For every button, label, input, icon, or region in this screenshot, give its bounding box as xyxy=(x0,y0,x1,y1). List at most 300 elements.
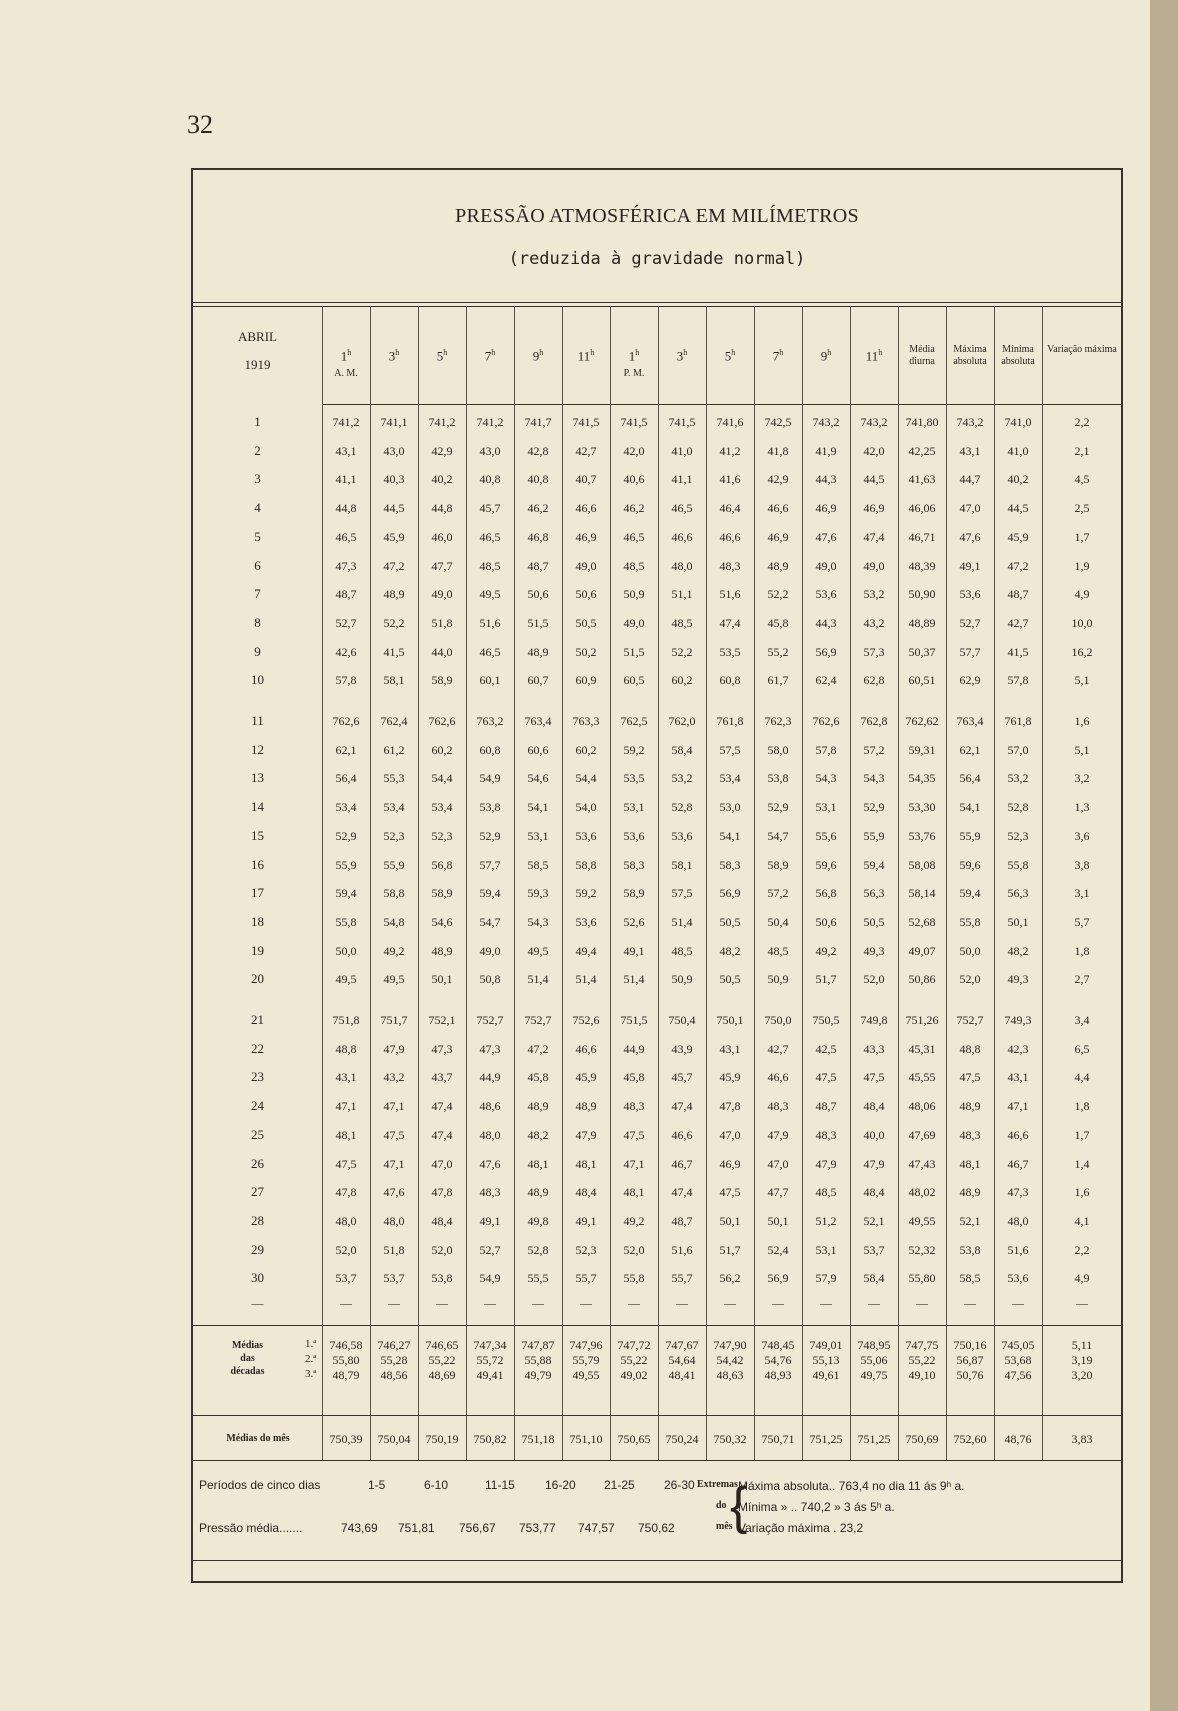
decade-cell: 49,61 xyxy=(812,1368,840,1382)
table-cell: 48,3 xyxy=(767,1099,789,1114)
page-edge xyxy=(1150,0,1178,1711)
table-cell: 53,8 xyxy=(479,800,501,815)
table-cell: 48,7 xyxy=(527,558,549,573)
month-avg-cell: 750,82 xyxy=(473,1432,507,1446)
table-cell: 1,6 xyxy=(1074,1185,1090,1200)
table-cell: 56,2 xyxy=(719,1271,741,1286)
table-cell: 48,5 xyxy=(671,943,693,958)
table-cell: 42,9 xyxy=(431,443,453,458)
table-cell: 5,1 xyxy=(1074,673,1090,688)
table-cell: 60,8 xyxy=(479,742,501,757)
table-cell: 45,55 xyxy=(908,1070,936,1085)
table-cell: 54,9 xyxy=(479,1271,501,1286)
day-number: 12 xyxy=(251,741,264,757)
table-cell: 45,9 xyxy=(719,1070,741,1085)
table-cell: 57,9 xyxy=(815,1271,837,1286)
table-cell: 53,8 xyxy=(431,1271,453,1286)
decade-cell: 55,22 xyxy=(908,1353,936,1367)
table-cell: 46,2 xyxy=(527,501,549,516)
table-cell: 763,3 xyxy=(572,714,600,728)
table-cell: 55,8 xyxy=(623,1271,645,1286)
month-avg-cell: 750,71 xyxy=(761,1432,795,1446)
table-cell: 58,4 xyxy=(671,742,693,757)
table-cell: 49,3 xyxy=(863,943,885,958)
period-pressure: 756,67 xyxy=(459,1521,496,1535)
table-cell: 53,8 xyxy=(959,1242,981,1257)
table-cell: 55,9 xyxy=(383,857,405,872)
table-cell: 46,9 xyxy=(767,529,789,544)
table-cell: 47,6 xyxy=(815,529,837,544)
table-cell: 44,5 xyxy=(863,472,885,487)
table-cell: 47,4 xyxy=(431,1099,453,1114)
table-cell: 53,7 xyxy=(335,1271,357,1286)
table-cell: 49,2 xyxy=(623,1213,645,1228)
table-cell: 42,8 xyxy=(527,443,549,458)
table-cell: 59,6 xyxy=(815,857,837,872)
table-cell: 763,4 xyxy=(956,714,984,728)
table-cell: 47,1 xyxy=(383,1099,405,1114)
table-cell: 52,32 xyxy=(908,1242,936,1257)
table-cell: 762,3 xyxy=(764,714,792,728)
table-cell: 53,1 xyxy=(527,828,549,843)
table-cell: 46,8 xyxy=(527,529,549,544)
table-cell: 47,5 xyxy=(719,1185,741,1200)
header-hour: 1$^h$ xyxy=(628,348,640,364)
table-cell: 43,1 xyxy=(335,1070,357,1085)
table-cell: 60,51 xyxy=(908,673,936,688)
table-cell: 47,9 xyxy=(767,1127,789,1142)
decade-cell: 3,19 xyxy=(1071,1353,1093,1367)
table-cell: 50,1 xyxy=(1007,914,1029,929)
table-cell: 51,4 xyxy=(671,914,693,929)
table-cell: 43,7 xyxy=(431,1070,453,1085)
table-cell: 46,6 xyxy=(575,501,597,516)
table-cell: 762,62 xyxy=(905,714,939,728)
period-pressure: 751,81 xyxy=(398,1521,435,1535)
table-cell: 56,9 xyxy=(815,644,837,659)
decade-cell: 747,67 xyxy=(665,1338,699,1352)
day-number: 8 xyxy=(254,614,261,630)
table-cell: 50,5 xyxy=(863,914,885,929)
table-cell: 51,4 xyxy=(623,972,645,987)
day-number: 6 xyxy=(254,557,261,573)
day-number: 28 xyxy=(251,1212,264,1228)
table-cell: 46,6 xyxy=(719,529,741,544)
rule-header-top xyxy=(193,306,1121,307)
table-cell: 55,3 xyxy=(383,771,405,786)
table-cell: 49,4 xyxy=(575,943,597,958)
table-cell: 53,2 xyxy=(1007,771,1029,786)
month-avg-cell: 751,25 xyxy=(809,1432,843,1446)
table-cell: 48,1 xyxy=(959,1156,981,1171)
decade-cell: 56,87 xyxy=(956,1353,984,1367)
table-cell: 58,9 xyxy=(767,857,789,872)
table-cell: 4,9 xyxy=(1074,587,1090,602)
table-cell: 47,9 xyxy=(575,1127,597,1142)
table-cell: 60,5 xyxy=(623,673,645,688)
table-cell: 48,3 xyxy=(959,1127,981,1142)
table-cell: 52,0 xyxy=(623,1242,645,1257)
rule-month-bottom xyxy=(193,1460,1121,1461)
table-cell: 53,6 xyxy=(671,828,693,843)
table-cell: 60,1 xyxy=(479,673,501,688)
table-cell: 50,9 xyxy=(767,972,789,987)
table-cell: 52,2 xyxy=(383,615,405,630)
table-cell: 45,8 xyxy=(767,615,789,630)
decades-label: das xyxy=(240,1353,255,1364)
table-cell: 52,9 xyxy=(767,800,789,815)
table-cell: 53,4 xyxy=(383,800,405,815)
table-cell: 46,2 xyxy=(623,501,645,516)
table-cell: 749,3 xyxy=(1004,1013,1032,1027)
table-cell: 2,2 xyxy=(1074,1242,1090,1257)
table-cell: 49,5 xyxy=(383,972,405,987)
table-cell: 41,8 xyxy=(767,443,789,458)
dash-cell: — xyxy=(1012,1296,1024,1310)
table-cell: 50,5 xyxy=(719,972,741,987)
table-cell: 40,3 xyxy=(383,472,405,487)
table-cell: 59,31 xyxy=(908,742,936,757)
table-cell: 50,1 xyxy=(719,1213,741,1228)
table-cell: 52,0 xyxy=(863,972,885,987)
table-cell: 51,4 xyxy=(575,972,597,987)
table-cell: 48,1 xyxy=(527,1156,549,1171)
table-cell: 47,5 xyxy=(383,1127,405,1142)
table-cell: 49,1 xyxy=(479,1213,501,1228)
table-cell: 50,4 xyxy=(767,914,789,929)
table-cell: 750,0 xyxy=(764,1013,792,1027)
table-cell: 47,4 xyxy=(863,529,885,544)
table-cell: 50,5 xyxy=(575,615,597,630)
month-avg-cell: 750,24 xyxy=(665,1432,699,1446)
table-cell: 741,1 xyxy=(380,415,408,429)
table-cell: 58,8 xyxy=(575,857,597,872)
decade-cell: 747,72 xyxy=(617,1338,651,1352)
table-cell: 48,0 xyxy=(383,1213,405,1228)
table-cell: 48,9 xyxy=(527,644,549,659)
table-cell: 47,43 xyxy=(908,1156,936,1171)
table-cell: 56,8 xyxy=(815,886,837,901)
table-cell: 10,0 xyxy=(1071,615,1093,630)
table-cell: 41,9 xyxy=(815,443,837,458)
table-cell: 52,3 xyxy=(1007,828,1029,843)
dash-cell: — xyxy=(820,1296,832,1310)
day-number: 27 xyxy=(251,1184,264,1200)
table-cell: 50,6 xyxy=(815,914,837,929)
table-cell: 50,6 xyxy=(527,587,549,602)
table-cell: 47,3 xyxy=(1007,1185,1029,1200)
table-cell: 58,9 xyxy=(623,886,645,901)
table-cell: 51,5 xyxy=(527,615,549,630)
table-cell: 50,1 xyxy=(431,972,453,987)
table-cell: 750,5 xyxy=(812,1013,840,1027)
decade-cell: 55,13 xyxy=(812,1353,840,1367)
table-cell: 48,9 xyxy=(959,1185,981,1200)
table-cell: 762,4 xyxy=(380,714,408,728)
day-number: 22 xyxy=(251,1040,264,1056)
table-cell: 48,9 xyxy=(527,1099,549,1114)
table-cell: 45,9 xyxy=(575,1070,597,1085)
table-cell: 762,8 xyxy=(860,714,888,728)
table-cell: 52,0 xyxy=(335,1242,357,1257)
table-cell: 49,0 xyxy=(479,943,501,958)
table-cell: 48,4 xyxy=(863,1185,885,1200)
dash-cell: — xyxy=(916,1296,928,1310)
table-cell: 54,4 xyxy=(431,771,453,786)
table-cell: 59,4 xyxy=(335,886,357,901)
table-cell: 45,9 xyxy=(383,529,405,544)
dash-cell: — xyxy=(340,1296,352,1310)
period-pressure: 750,62 xyxy=(638,1521,675,1535)
day-number: 9 xyxy=(254,643,261,659)
table-cell: 62,4 xyxy=(815,673,837,688)
month-avg-cell: 751,25 xyxy=(857,1432,891,1446)
table-cell: 48,1 xyxy=(335,1127,357,1142)
decade-cell: 48,69 xyxy=(428,1368,456,1382)
dash-cell: — xyxy=(676,1296,688,1310)
dash-cell: — xyxy=(628,1296,640,1310)
table-cell: 52,3 xyxy=(431,828,453,843)
table-cell: 44,9 xyxy=(479,1070,501,1085)
table-cell: 43,2 xyxy=(383,1070,405,1085)
table-cell: 751,7 xyxy=(380,1013,408,1027)
table-cell: 48,9 xyxy=(575,1099,597,1114)
extremes-label: Extremas xyxy=(697,1479,738,1490)
table-cell: 58,9 xyxy=(431,673,453,688)
table-cell: 58,8 xyxy=(383,886,405,901)
table-cell: 46,5 xyxy=(623,529,645,544)
table-cell: 741,2 xyxy=(332,415,360,429)
day-number: 16 xyxy=(251,856,264,872)
table-cell: 52,1 xyxy=(959,1213,981,1228)
table-cell: 55,7 xyxy=(575,1271,597,1286)
table-cell: 41,1 xyxy=(671,472,693,487)
table-cell: 47,4 xyxy=(719,615,741,630)
table-cell: 50,86 xyxy=(908,972,936,987)
table-cell: 53,5 xyxy=(623,771,645,786)
table-cell: 52,1 xyxy=(863,1213,885,1228)
decade-cell: 747,96 xyxy=(569,1338,603,1352)
rule-header-bottom xyxy=(322,404,1122,405)
table-cell: 57,2 xyxy=(863,742,885,757)
header-am: A. M. xyxy=(334,368,358,379)
table-cell: 1,4 xyxy=(1074,1156,1090,1171)
table-cell: 743,2 xyxy=(812,415,840,429)
table-cell: 48,1 xyxy=(623,1185,645,1200)
table-cell: 51,6 xyxy=(671,1242,693,1257)
table-cell: 45,8 xyxy=(623,1070,645,1085)
table-cell: 741,2 xyxy=(428,415,456,429)
table-cell: 58,3 xyxy=(623,857,645,872)
decades-label: décadas xyxy=(230,1366,265,1377)
table-cell: 47,8 xyxy=(335,1185,357,1200)
table-cell: 16,2 xyxy=(1071,644,1093,659)
table-cell: 47,0 xyxy=(767,1156,789,1171)
table-cell: 60,2 xyxy=(575,742,597,757)
decade-cell: 747,75 xyxy=(905,1338,939,1352)
table-cell: 46,9 xyxy=(575,529,597,544)
table-cell: 60,6 xyxy=(527,742,549,757)
decade-cell: 49,75 xyxy=(860,1368,888,1382)
day-number: 29 xyxy=(251,1241,264,1257)
table-cell: 52,8 xyxy=(1007,800,1029,815)
table-cell: 59,4 xyxy=(959,886,981,901)
table-cell: 48,5 xyxy=(767,943,789,958)
table-cell: 49,0 xyxy=(815,558,837,573)
decade-cell: 48,63 xyxy=(716,1368,744,1382)
table-cell: 51,6 xyxy=(1007,1242,1029,1257)
table-cell: 57,7 xyxy=(959,644,981,659)
month-avg-label: Médias do mês xyxy=(226,1433,290,1444)
table-cell: 56,9 xyxy=(767,1271,789,1286)
table-cell: 47,0 xyxy=(719,1127,741,1142)
table-cell: 48,5 xyxy=(671,615,693,630)
table-cell: 55,80 xyxy=(908,1271,936,1286)
table-cell: 46,6 xyxy=(575,1041,597,1056)
table-cell: 3,6 xyxy=(1074,828,1090,843)
table-cell: 47,7 xyxy=(431,558,453,573)
day-number: 5 xyxy=(254,528,261,544)
table-cell: 50,0 xyxy=(335,943,357,958)
table-subtitle: (reduzida à gravidade normal) xyxy=(508,249,806,269)
table-cell: 48,2 xyxy=(1007,943,1029,958)
table-cell: 57,8 xyxy=(815,742,837,757)
extreme-line: Mínima » .. 740,2 » 3 ás 5ʰ a. xyxy=(738,1500,895,1514)
table-cell: 40,8 xyxy=(527,472,549,487)
table-cell: 59,4 xyxy=(863,857,885,872)
decade-cell: 54,76 xyxy=(764,1353,792,1367)
table-cell: 741,5 xyxy=(668,415,696,429)
dash-cell: — xyxy=(251,1296,264,1310)
table-cell: 55,8 xyxy=(1007,857,1029,872)
table-cell: 46,5 xyxy=(671,501,693,516)
table-cell: 48,9 xyxy=(431,943,453,958)
table-cell: 50,6 xyxy=(575,587,597,602)
table-cell: 49,1 xyxy=(575,1213,597,1228)
table-cell: 2,5 xyxy=(1074,501,1090,516)
table-cell: 48,2 xyxy=(527,1127,549,1142)
table-cell: 55,9 xyxy=(863,828,885,843)
decade-cell: 55,22 xyxy=(428,1353,456,1367)
table-cell: 57,5 xyxy=(719,742,741,757)
period-range: 1-5 xyxy=(368,1478,386,1492)
table-cell: 47,4 xyxy=(671,1099,693,1114)
table-cell: 52,8 xyxy=(527,1242,549,1257)
dash-cell: — xyxy=(724,1296,736,1310)
table-cell: 47,6 xyxy=(959,529,981,544)
rule-month-top xyxy=(193,1415,1121,1416)
table-cell: 4,5 xyxy=(1074,472,1090,487)
day-number: 30 xyxy=(251,1270,264,1286)
table-cell: 47,3 xyxy=(431,1041,453,1056)
table-cell: 51,8 xyxy=(383,1242,405,1257)
table-cell: 58,9 xyxy=(431,886,453,901)
decade-cell: 748,45 xyxy=(761,1338,795,1352)
table-cell: 47,2 xyxy=(1007,558,1029,573)
table-cell: 53,1 xyxy=(815,800,837,815)
table-cell: 58,1 xyxy=(671,857,693,872)
table-cell: 52,7 xyxy=(335,615,357,630)
table-cell: 46,71 xyxy=(908,529,936,544)
day-number: 11 xyxy=(251,713,264,728)
table-cell: 42,0 xyxy=(623,443,645,458)
table-cell: 742,5 xyxy=(764,415,792,429)
table-cell: 49,0 xyxy=(431,587,453,602)
table-cell: 1,7 xyxy=(1074,1127,1090,1142)
table-cell: 43,0 xyxy=(383,443,405,458)
table-cell: 47,4 xyxy=(431,1127,453,1142)
table-cell: 58,14 xyxy=(908,886,936,901)
table-cell: 762,6 xyxy=(812,714,840,728)
table-cell: 57,8 xyxy=(1007,673,1029,688)
table-cell: 1,7 xyxy=(1074,529,1090,544)
table-cell: 741,2 xyxy=(476,415,504,429)
table-cell: 47,9 xyxy=(863,1156,885,1171)
table-cell: 52,6 xyxy=(623,914,645,929)
decade-cell: 55,80 xyxy=(332,1353,360,1367)
table-cell: 46,5 xyxy=(479,644,501,659)
table-cell: 761,8 xyxy=(1004,714,1032,728)
table-cell: 43,2 xyxy=(863,615,885,630)
table-cell: 48,4 xyxy=(575,1185,597,1200)
table-cell: 47,8 xyxy=(431,1185,453,1200)
extreme-line: Variação máxima . 23,2 xyxy=(738,1521,864,1535)
table-cell: 51,4 xyxy=(527,972,549,987)
table-cell: 48,7 xyxy=(1007,587,1029,602)
table-cell: 46,6 xyxy=(767,1070,789,1085)
table-cell: 761,8 xyxy=(716,714,744,728)
header-hour: 11$^h$ xyxy=(865,348,883,364)
extremes-label: mês xyxy=(716,1521,733,1532)
table-cell: 56,3 xyxy=(863,886,885,901)
table-cell: 52,9 xyxy=(479,828,501,843)
table-cell: 49,0 xyxy=(863,558,885,573)
table-cell: 762,6 xyxy=(428,714,456,728)
decade-cell: 48,41 xyxy=(668,1368,696,1382)
decade-ordinal: 1.ª xyxy=(305,1338,317,1350)
table-cell: 49,2 xyxy=(383,943,405,958)
decade-cell: 55,72 xyxy=(476,1353,504,1367)
table-cell: 3,2 xyxy=(1074,771,1090,786)
table-cell: 52,2 xyxy=(671,644,693,659)
table-cell: 752,7 xyxy=(956,1013,984,1027)
table-cell: 51,7 xyxy=(815,972,837,987)
table-cell: 48,5 xyxy=(815,1185,837,1200)
table-cell: 47,5 xyxy=(335,1156,357,1171)
header-stat: Máxima absoluta xyxy=(953,344,987,367)
decade-cell: 50,76 xyxy=(956,1368,984,1382)
table-cell: 48,5 xyxy=(623,558,645,573)
table-cell: 46,6 xyxy=(1007,1127,1029,1142)
table-cell: 4,9 xyxy=(1074,1271,1090,1286)
table-cell: 48,8 xyxy=(959,1041,981,1056)
table-cell: 46,0 xyxy=(431,529,453,544)
table-cell: 48,3 xyxy=(623,1099,645,1114)
table-cell: 56,4 xyxy=(335,771,357,786)
decade-cell: 3,20 xyxy=(1071,1368,1093,1382)
table-cell: 47,2 xyxy=(527,1041,549,1056)
table-cell: 741,6 xyxy=(716,415,744,429)
header-hour: 5$^h$ xyxy=(724,348,736,364)
table-cell: 41,2 xyxy=(719,443,741,458)
table-cell: 59,2 xyxy=(623,742,645,757)
decade-cell: 55,79 xyxy=(572,1353,600,1367)
table-cell: 42,3 xyxy=(1007,1041,1029,1056)
decade-cell: 48,56 xyxy=(380,1368,408,1382)
table-cell: 54,1 xyxy=(527,800,549,815)
month-avg-cell: 751,18 xyxy=(521,1432,555,1446)
table-cell: 54,9 xyxy=(479,771,501,786)
